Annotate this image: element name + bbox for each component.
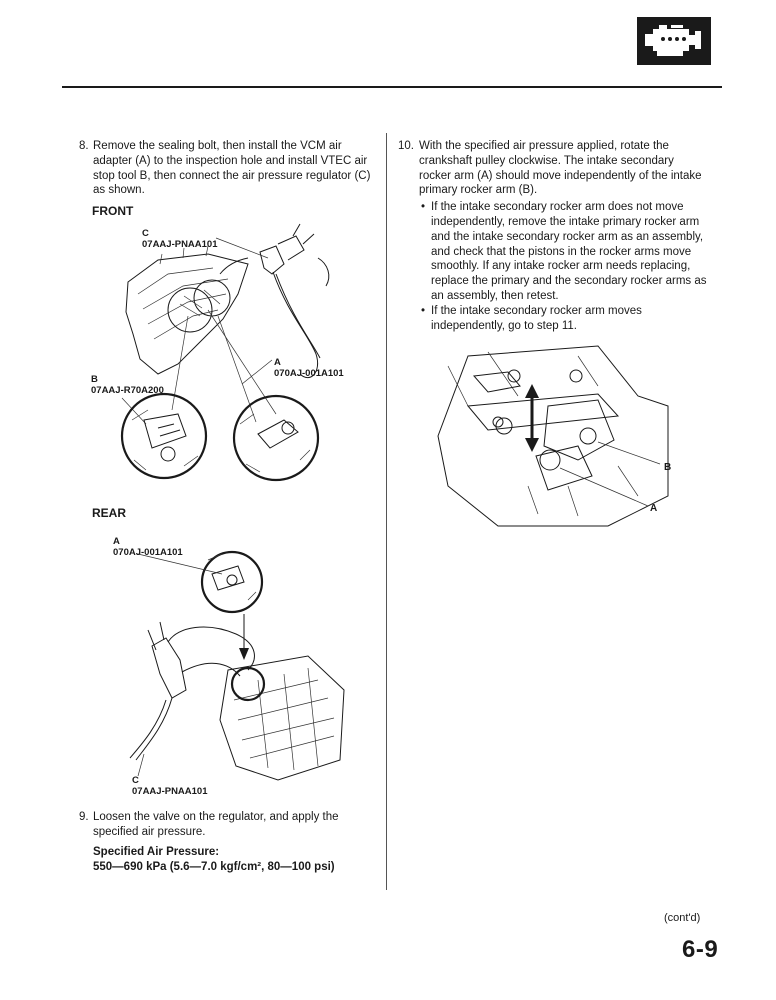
step-10 <box>398 139 708 333</box>
step-9 <box>79 810 379 840</box>
specified-air-pressure <box>93 845 383 874</box>
rear-callout-a-letter: A <box>113 536 120 547</box>
front-callout-c-part: 07AAJ-PNAA101 <box>142 239 218 250</box>
page-number: 6-9 <box>682 936 719 963</box>
step-number: 8. <box>79 140 89 152</box>
bullet-item: • If the intake secondary rocker arm moves independently, go to step 11. <box>431 304 708 334</box>
header-rule <box>62 86 722 88</box>
front-callout-b-part: 07AAJ-R70A200 <box>91 385 164 396</box>
column-divider <box>386 133 387 890</box>
rear-label: REAR <box>92 506 127 520</box>
rear-callout-a <box>113 536 183 558</box>
rear-illustration <box>108 530 358 792</box>
front-callout-c <box>142 228 218 250</box>
front-callout-a-letter: A <box>274 357 281 368</box>
step-text: With the specified air pressure applied, rotate the crankshaft pulley clockwise. The intake secondary rocker arm (A) should move independently of the intake primary rocker arm (B). <box>419 140 702 197</box>
spec-title: Specified Air Pressure: <box>93 846 220 858</box>
rocker-arm-illustration <box>428 346 678 526</box>
step-text: Loosen the valve on the regulator, and apply the specified air pressure. <box>93 811 339 838</box>
front-callout-c-letter: C <box>142 228 149 239</box>
rear-callout-a-part: 070AJ-001A101 <box>113 547 183 558</box>
rear-callout-c-letter: C <box>132 775 139 786</box>
rocker-callout-a: A <box>650 503 658 514</box>
front-label: FRONT <box>92 204 134 218</box>
engine-icon <box>637 17 711 65</box>
front-callout-b <box>91 374 164 396</box>
front-callout-b-letter: B <box>91 374 98 385</box>
rocker-callout-b: B <box>664 462 672 473</box>
spec-value: 550—690 kPa (5.6—7.0 kgf/cm², 80—100 psi) <box>93 860 335 873</box>
step-8 <box>79 139 379 198</box>
front-callout-a <box>274 357 344 379</box>
step-number: 10. <box>398 140 414 152</box>
rear-callout-c-part: 07AAJ-PNAA101 <box>132 786 208 797</box>
bullet-item: • If the intake secondary rocker arm does not move independently, remove the intake primary rocker arm and the intake secondary rocker arm as an assembly, and check that the pistons in the rocker arms move smoothly. If any intake rocker arm needs replacing, replace the primary and the secondary rocker arms as an assembly, then retest. <box>431 200 708 304</box>
engine-section-badge <box>637 17 711 65</box>
continued-note: (cont'd) <box>664 912 701 924</box>
step-number: 9. <box>79 811 89 823</box>
step-text: Remove the sealing bolt, then install the VCM air adapter (A) to the inspection hole and install VTEC air stop tool B, then connect the air pressure regulator (C) as shown. <box>93 140 371 197</box>
front-callout-a-part: 070AJ-001A101 <box>274 368 344 379</box>
rear-callout-c <box>132 775 208 797</box>
